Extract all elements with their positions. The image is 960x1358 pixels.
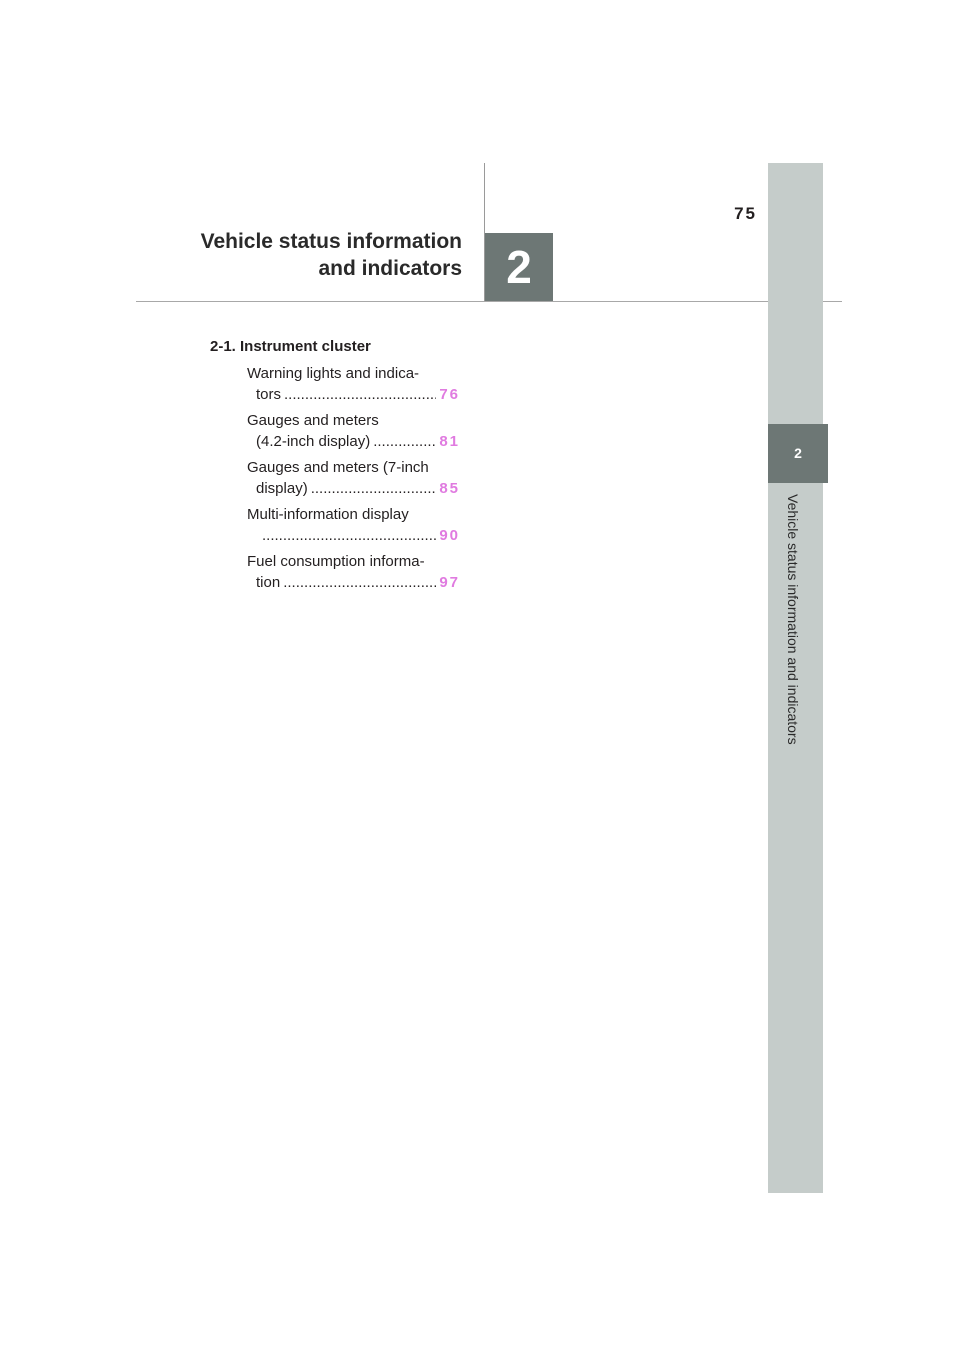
chapter-title [162,228,462,282]
side-tab-chapter-number[interactable]: 2 [768,424,828,483]
toc-leader-dots [311,478,437,499]
toc-page-link[interactable]: 97 [439,574,460,591]
toc-section-heading: 2-1. Instrument cluster [210,338,371,355]
toc-page-link[interactable]: 76 [439,386,460,403]
toc-leader-dots [283,572,436,593]
toc-page-link[interactable]: 90 [439,527,460,544]
toc-entry-title-cont: tors [256,386,282,403]
toc-entry-gauges-7[interactable] [210,457,460,499]
toc-entry-title: Fuel consumption informa- [247,553,425,570]
toc-entry-gauges-4-2[interactable] [210,410,460,452]
toc-entry-title: Gauges and meters (7-inch [247,459,429,476]
toc-entry-title-cont: tion [256,574,281,591]
chapter-number-box: 2 [485,233,553,301]
toc-entry-title: Gauges and meters [247,412,379,429]
chapter-title-line2: and indicators [318,257,462,280]
toc-entry-fuel-consumption[interactable] [210,551,460,593]
toc-page-link[interactable]: 81 [439,433,460,450]
toc-leader-dots [262,525,436,546]
header-horizontal-rule [136,301,842,302]
chapter-title-line1: Vehicle status information [200,230,462,253]
toc-entry-warning-lights[interactable] [210,363,460,405]
toc-entry-title-cont: display) [256,480,308,497]
toc-page-link[interactable]: 85 [439,480,460,497]
page-number: 75 [734,204,757,223]
toc-entry-multi-info[interactable] [210,504,460,546]
side-tab-label: Vehicle status information and indicators [785,494,801,745]
toc-leader-dots [284,384,436,405]
table-of-contents [210,337,460,598]
toc-entry-title: Multi-information display [247,506,409,523]
toc-entry-title-cont: (4.2-inch display) [256,433,371,450]
toc-entry-title: Warning lights and indica- [247,365,420,382]
toc-leader-dots [373,431,436,452]
